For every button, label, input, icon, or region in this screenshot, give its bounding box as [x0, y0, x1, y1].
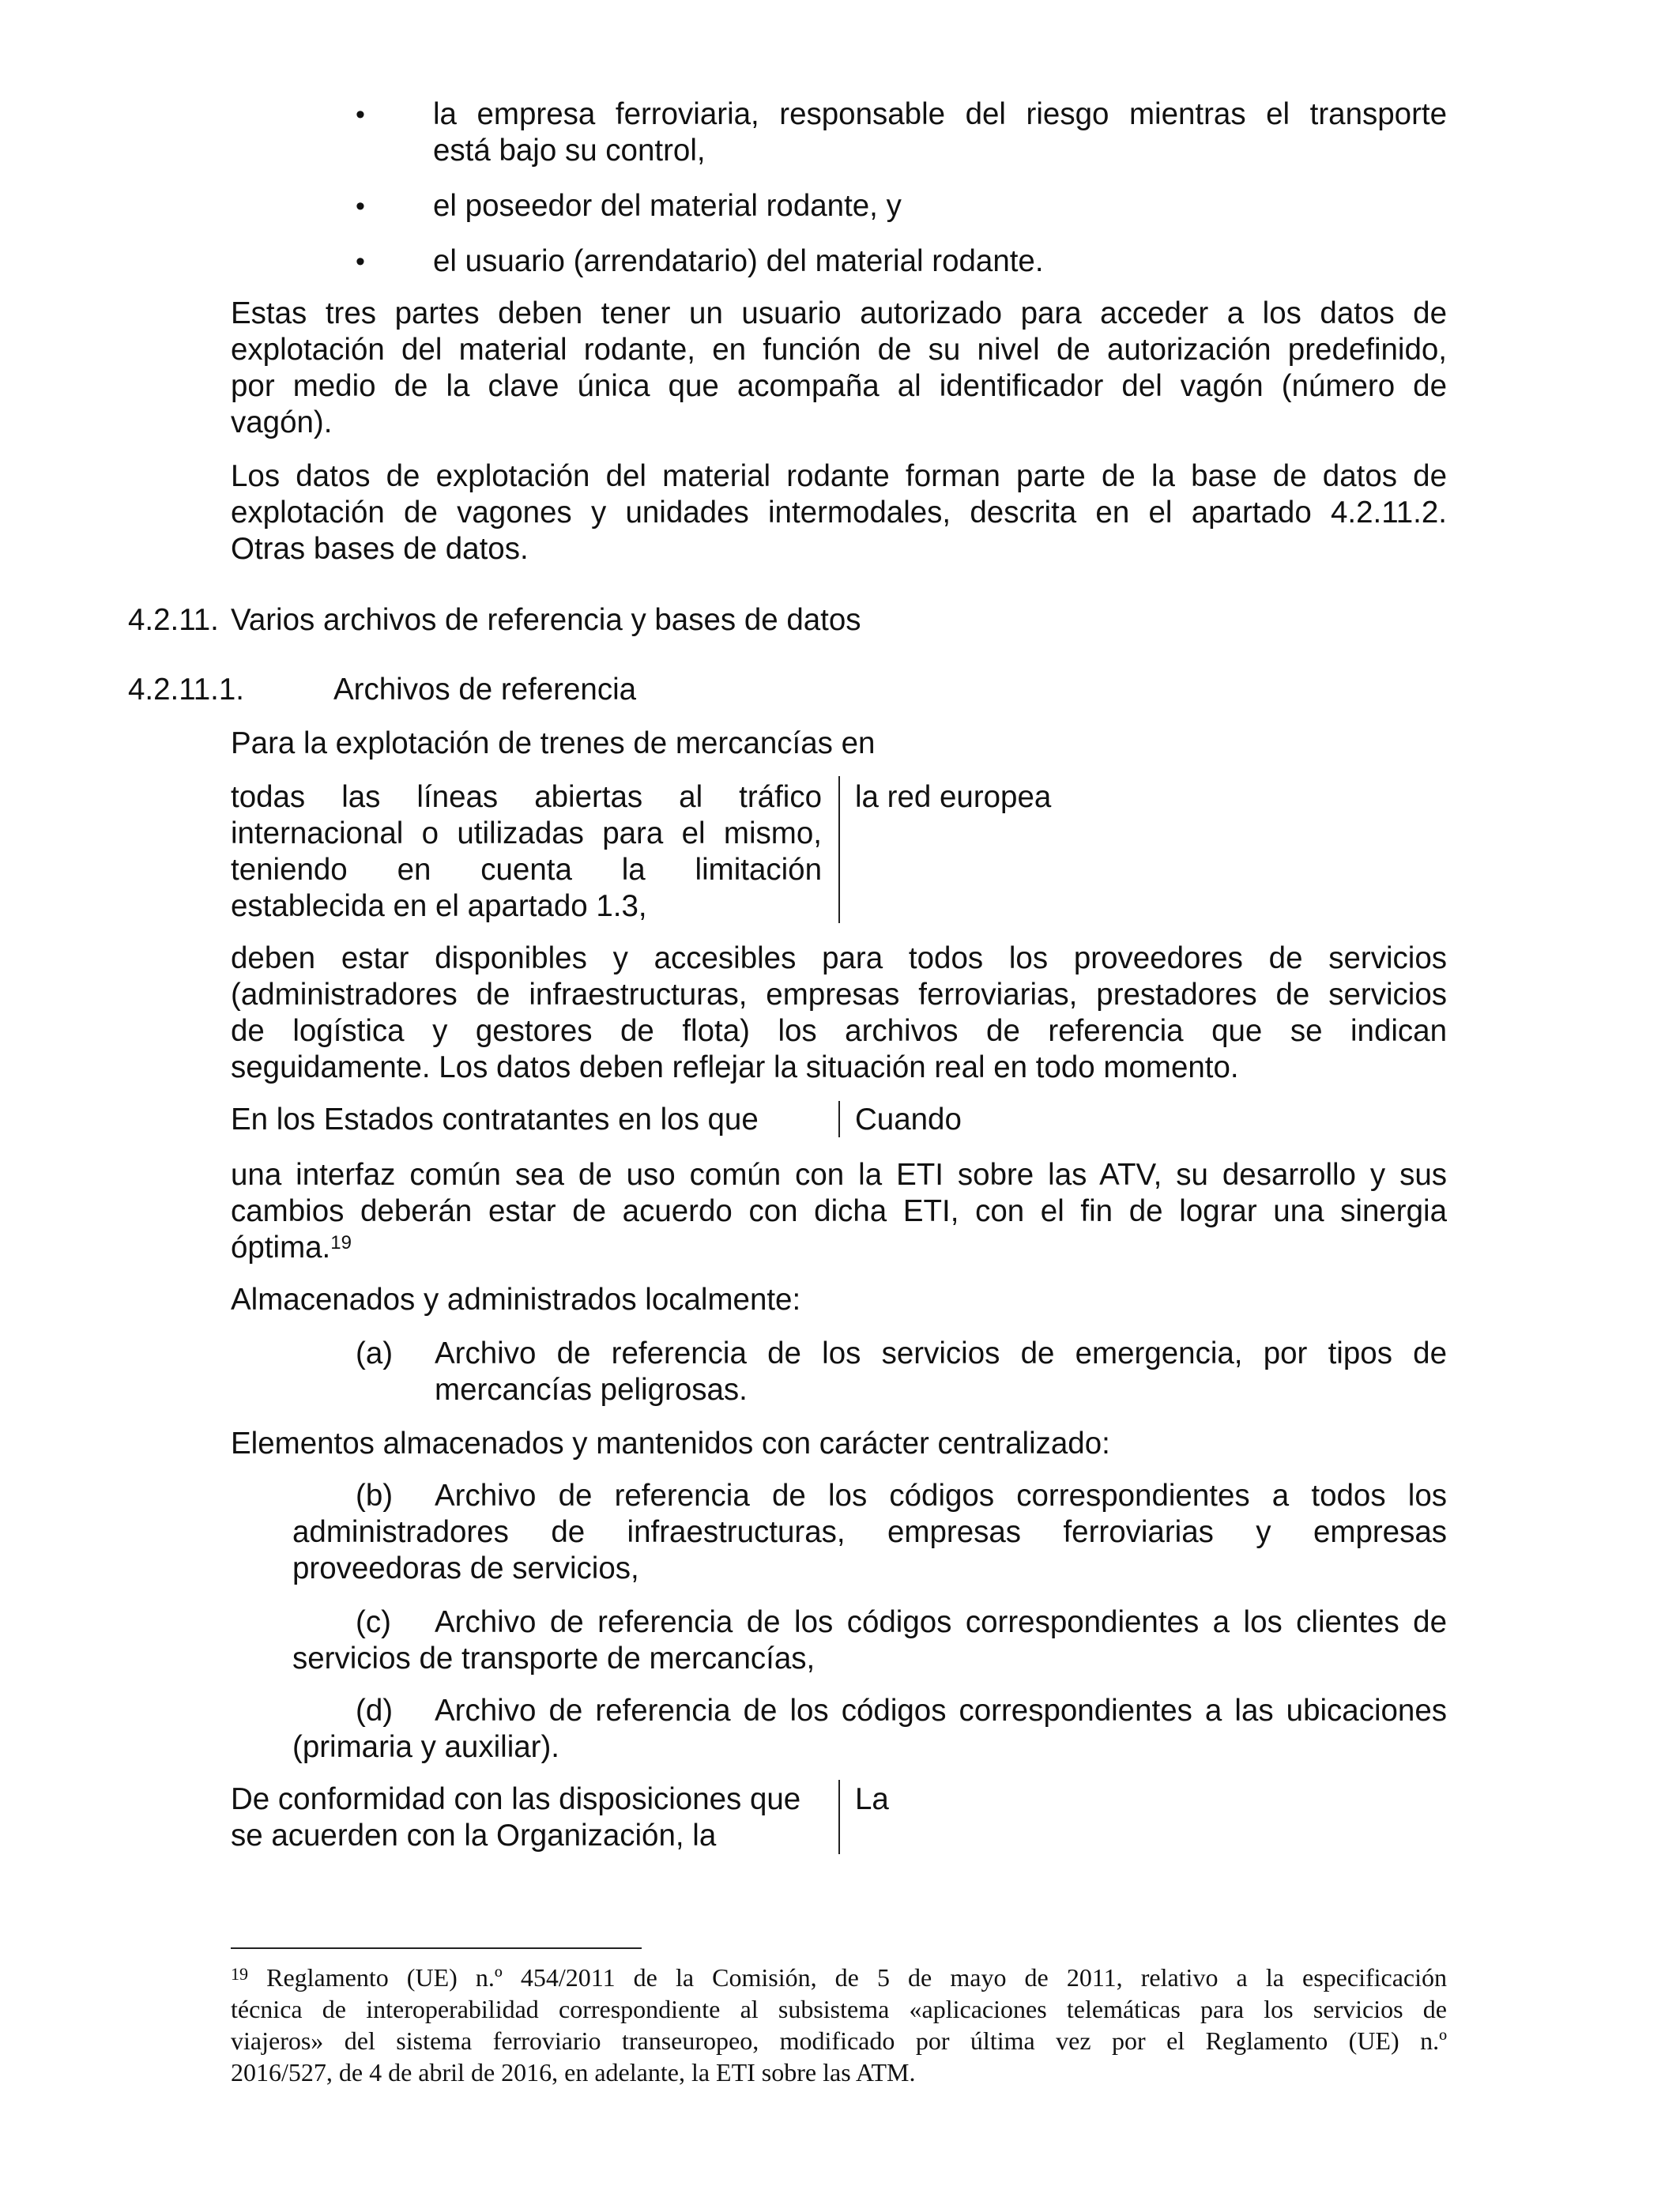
split3-left-line: De conformidad con las disposiciones que: [231, 1782, 801, 1816]
subsection-number: 4.2.11.1.: [128, 673, 244, 707]
para-interface-line: una interfaz común sea de uso común con la ETI sobre las ATV, su desarrollo y sus: [231, 1158, 1447, 1192]
footnote-number: 19: [231, 1964, 248, 1984]
item-d-label: (d): [356, 1694, 394, 1728]
para-access-line: vagón).: [231, 405, 333, 439]
bullet-2-line-1: el poseedor del material rodante, y: [433, 189, 902, 223]
split1-left-line: teniendo en cuenta la limitación: [231, 853, 822, 887]
para-available-line: deben estar disponibles y accesibles para todos los proveedores de servicios: [231, 941, 1447, 975]
split1-left-line: todas las líneas abiertas al tráfico: [231, 780, 822, 814]
para-available-line: de logística y gestores de flota) los archivos de referencia que se indican: [231, 1014, 1447, 1048]
item-b-label: (b): [356, 1479, 394, 1513]
para-interface-end: óptima.: [231, 1231, 331, 1265]
para-access-line: Estas tres partes deben tener un usuario autorizado para acceder a los datos de: [231, 296, 1447, 330]
split1-right: la red europea: [855, 780, 1052, 814]
para-available-line: seguidamente. Los datos deben reflejar la situación real en todo momento.: [231, 1050, 1239, 1084]
split1-divider: [838, 776, 840, 923]
item-a-label: (a): [356, 1336, 394, 1370]
item-a-line: mercancías peligrosas.: [435, 1373, 748, 1407]
split2-divider: [838, 1101, 840, 1137]
footnote-text: Reglamento (UE) n.º 454/2011 de la Comisión, de 5 de mayo de 2011, relativo a la especificación: [266, 1963, 1448, 1992]
bullet-1-line-1: la empresa ferroviaria, responsable del riesgo mientras el transporte: [433, 97, 1447, 131]
item-c-line: servicios de transporte de mercancías,: [292, 1642, 816, 1676]
para-access-line: por medio de la clave única que acompaña al identificador del vagón (número de: [231, 369, 1447, 403]
footnote-line: viajeros» del sistema ferroviario transeuropeo, modificado por última vez por el Reglamento (UE) n.º: [231, 2026, 1447, 2055]
para-local: Almacenados y administrados localmente:: [231, 1283, 801, 1317]
para-db-line: Los datos de explotación del material rodante forman parte de la base de datos de: [231, 459, 1447, 493]
subsection-title: Archivos de referencia: [333, 673, 637, 707]
footnote-separator: [231, 1947, 642, 1949]
bullet-1-line-2: está bajo su control,: [433, 134, 706, 168]
footnote-reference[interactable]: 19: [330, 1232, 352, 1253]
bullet-icon: •: [356, 247, 365, 277]
split1-left-line: internacional o utilizadas para el mismo,: [231, 816, 822, 850]
split3-right: La: [855, 1782, 889, 1816]
para-interface-line: [231, 1230, 352, 1266]
split2-right: Cuando: [855, 1103, 962, 1137]
para-available-line: (administradores de infraestructuras, empresas ferroviarias, prestadores de servicios: [231, 978, 1447, 1012]
para-access-line: explotación del material rodante, en función de su nivel de autorización predefinido,: [231, 333, 1447, 367]
bullet-icon: •: [356, 191, 365, 221]
section-title: Varios archivos de referencia y bases de datos: [231, 603, 861, 637]
bullet-3-line-1: el usuario (arrendatario) del material rodante.: [433, 244, 1044, 278]
para-db-line: Otras bases de datos.: [231, 532, 529, 566]
item-b-line: administradores de infraestructuras, empresas ferroviarias y empresas: [292, 1515, 1447, 1549]
split1-left-line: establecida en el apartado 1.3,: [231, 889, 647, 923]
section-number: 4.2.11.: [128, 603, 219, 637]
footnote-line: [231, 1962, 1447, 1993]
split2-left: En los Estados contratantes en los que: [231, 1103, 759, 1137]
item-b-line: proveedoras de servicios,: [292, 1551, 639, 1585]
footnote-line: técnica de interoperabilidad correspondiente al subsistema «aplicaciones telemáticas para los servicios de: [231, 1995, 1447, 2023]
split3-left-line: se acuerden con la Organización, la: [231, 1819, 717, 1853]
footnote-line: 2016/527, de 4 de abril de 2016, en adelante, la ETI sobre las ATM.: [231, 2058, 916, 2087]
item-b-line: Archivo de referencia de los códigos correspondientes a todos los: [435, 1479, 1447, 1513]
split3-divider: [838, 1780, 840, 1854]
footnote: [231, 1962, 1447, 2088]
item-a-line: Archivo de referencia de los servicios de emergencia, por tipos de: [435, 1336, 1447, 1370]
item-d-line: (primaria y auxiliar).: [292, 1730, 560, 1764]
para-interface-line: cambios deberán estar de acuerdo con dicha ETI, con el fin de lograr una sinergia: [231, 1194, 1447, 1228]
item-c-label: (c): [356, 1605, 391, 1639]
para-central: Elementos almacenados y mantenidos con carácter centralizado:: [231, 1427, 1110, 1461]
bullet-icon: •: [356, 100, 365, 130]
para-intro: Para la explotación de trenes de mercancías en: [231, 726, 876, 760]
item-c-line: Archivo de referencia de los códigos correspondientes a los clientes de: [435, 1605, 1447, 1639]
para-db-line: explotación de vagones y unidades intermodales, descrita en el apartado 4.2.11.2.: [231, 496, 1447, 530]
item-d-line: Archivo de referencia de los códigos correspondientes a las ubicaciones: [435, 1694, 1447, 1728]
